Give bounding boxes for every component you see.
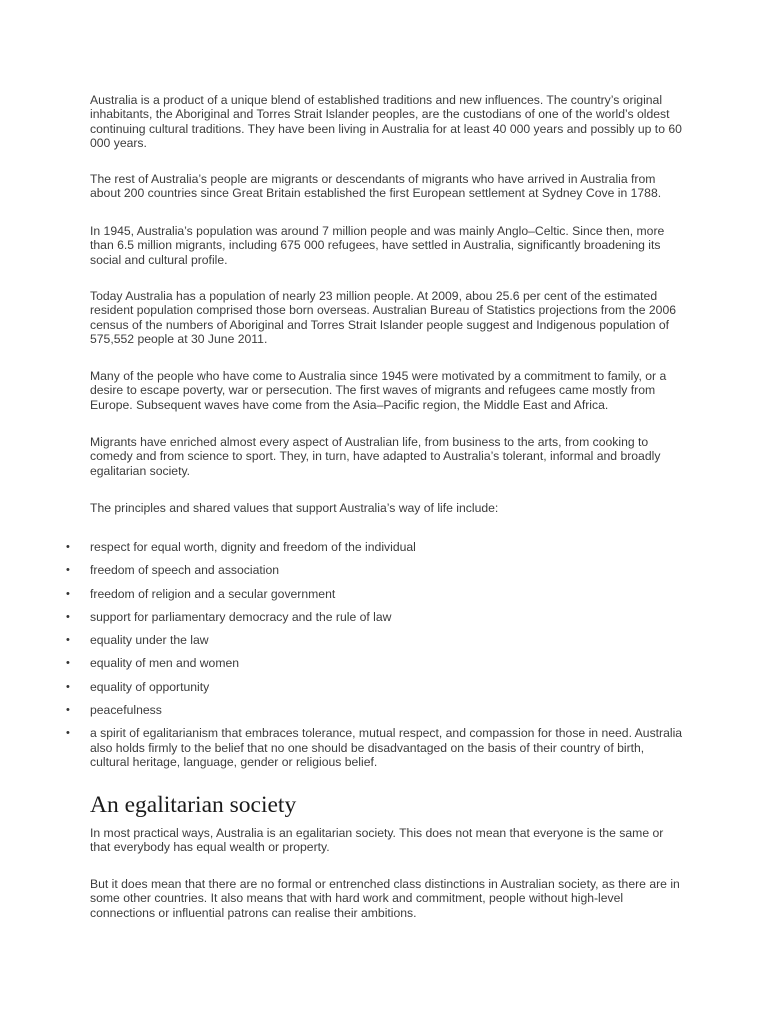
list-item [0, 703, 686, 717]
paragraph-migrants: The rest of Australia’s people are migrants or descendants of migrants who have arrived in Australia from about 200 countries since Great Britain established the first European settlement at Sydney Cove in 1788. [90, 172, 662, 201]
paragraph-class-distinctions: But it does mean that there are no formal or entrenched class distinctions in Australian society, as there are in some other countries. It also means that with hard work and commitment, people without high-level connections or influential patrons can realise their ambitions. [90, 877, 680, 920]
bullet-marker: • [66, 564, 70, 577]
bullet-marker: • [66, 704, 70, 717]
list-item-text: freedom of speech and association [90, 563, 280, 578]
bullet-marker: • [66, 657, 70, 670]
list-item [0, 540, 686, 554]
list-item [0, 610, 686, 624]
list-item [0, 656, 686, 670]
list-item-text: equality under the law [90, 633, 209, 648]
bullet-marker: • [66, 587, 70, 600]
list-item-text: freedom of religion and a secular government [90, 586, 336, 601]
list-item [0, 680, 686, 694]
paragraph-today-population: Today Australia has a population of nearly 23 million people. At 2009, abou 25.6 per cent of the estimated resident population comprised those born overseas. Australian Bureau of Statistics projections from the 2006 census of the numbers of Aboriginal and Torres Strait Islander people suggest and Indigenous population of 575,552 people at 30 June 2011. [90, 289, 677, 347]
values-list [0, 540, 768, 778]
list-item-text: respect for equal worth, dignity and freedom of the individual [90, 540, 416, 554]
list-item-text: equality of opportunity [90, 679, 210, 694]
bullet-marker: • [66, 541, 70, 553]
section-heading: An egalitarian society [90, 792, 297, 818]
paragraph-enriched: Migrants have enriched almost every aspect of Australian life, from business to the arts, from cooking to comedy and from science to sport. They, in turn, have adapted to Australia’s tolerant, informal and broadly egalitarian society. [90, 435, 661, 478]
paragraph-egalitarian: In most practical ways, Australia is an egalitarian society. This does not mean that everyone is the same or that everybody has equal wealth or property. [90, 826, 664, 855]
bullet-marker: • [66, 727, 70, 740]
bullet-marker: • [66, 610, 70, 623]
list-item-text: a spirit of egalitarianism that embraces tolerance, mutual respect, and compassion for those in need. Australia also holds firmly to the belief that no one should be disadvantaged on the basis of their country of birth, cultural heritage, language, gender or religious belief. [90, 726, 683, 770]
list-item [0, 563, 686, 577]
bullet-marker: • [66, 634, 70, 647]
paragraph-motivations: Many of the people who have come to Australia since 1945 were motivated by a commitment to family, or a desire to escape poverty, war or persecution. The first waves of migrants and refugees came mostly from Europe. Subsequent waves have come from the Asia–Pacific region, the Middle East and Africa. [90, 369, 667, 412]
list-item [0, 633, 686, 647]
list-item-text: equality of men and women [90, 656, 240, 671]
list-item [0, 587, 686, 601]
paragraph-intro: Australia is a product of a unique blend of established traditions and new influences. The country’s original inhabitants, the Aboriginal and Torres Strait Islander peoples, are the custodians of one of the world’s oldest continuing cultural traditions. They have been living in Australia for at least 40 000 years and possibly up to 60 000 years. [90, 93, 682, 151]
bullet-marker: • [66, 680, 70, 693]
paragraph-1945-population: In 1945, Australia’s population was around 7 million people and was mainly Anglo–Celtic. Since then, more than 6.5 million migrants, including 675 000 refugees, have settled in Australia, significantly broadening its social and cultural profile. [90, 224, 665, 267]
paragraph-principles-intro: The principles and shared values that support Australia’s way of life include: [90, 501, 499, 515]
list-item-text: support for parliamentary democracy and the rule of law [90, 609, 392, 624]
list-item [0, 726, 686, 769]
list-item-text: peacefulness [90, 703, 162, 718]
